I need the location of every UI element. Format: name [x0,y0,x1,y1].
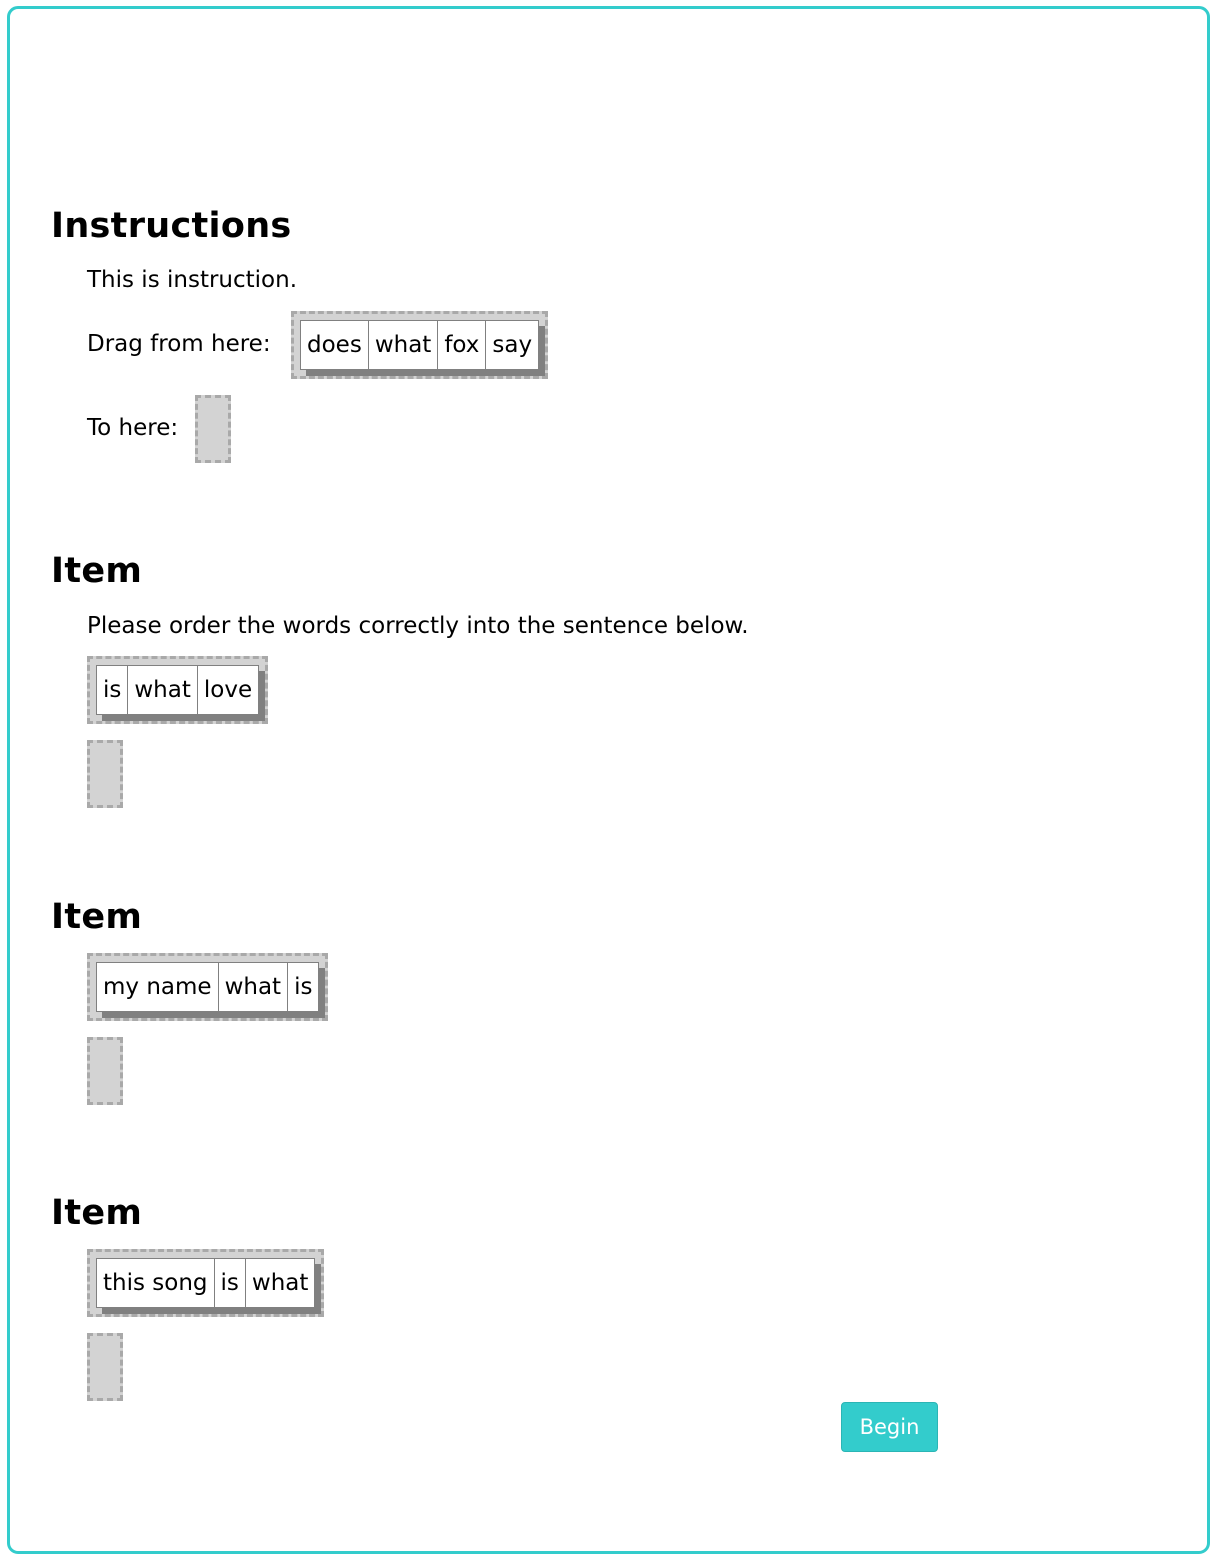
word-tile[interactable]: say [485,320,539,370]
word-tile[interactable]: is [287,962,319,1012]
word-tiles [96,1258,315,1308]
word-tile[interactable]: is [96,665,128,715]
word-tiles [96,665,259,715]
drop-to-label: To here: [87,415,179,441]
instructions-text: This is instruction. [87,267,298,293]
item-3-heading: Item [51,1193,143,1233]
item-1-source-zone[interactable] [87,656,268,724]
item-3-target-zone[interactable] [87,1333,123,1401]
item-2-heading: Item [51,897,143,937]
word-tile[interactable]: is [214,1258,246,1308]
word-tiles [300,320,539,370]
word-tile[interactable]: what [245,1258,316,1308]
word-tile[interactable]: what [218,962,289,1012]
word-tiles [96,962,319,1012]
word-tile[interactable]: fox [437,320,486,370]
word-tile[interactable]: my name [96,962,219,1012]
instructions-target-zone[interactable] [195,395,231,463]
begin-button[interactable]: Begin [841,1402,938,1452]
item-1-prompt: Please order the words correctly into the sentence below. [87,613,749,639]
drag-from-label: Drag from here: [87,331,271,357]
item-2-target-zone[interactable] [87,1037,123,1105]
word-tile[interactable]: what [368,320,439,370]
word-tile[interactable]: love [197,665,259,715]
word-tile[interactable]: what [127,665,198,715]
item-1-target-zone[interactable] [87,740,123,808]
instructions-heading: Instructions [51,206,292,246]
instructions-source-zone[interactable] [291,311,548,379]
item-3-source-zone[interactable] [87,1249,324,1317]
item-2-source-zone[interactable] [87,953,328,1021]
word-tile[interactable]: does [300,320,369,370]
item-1-heading: Item [51,551,143,591]
word-tile[interactable]: this song [96,1258,215,1308]
